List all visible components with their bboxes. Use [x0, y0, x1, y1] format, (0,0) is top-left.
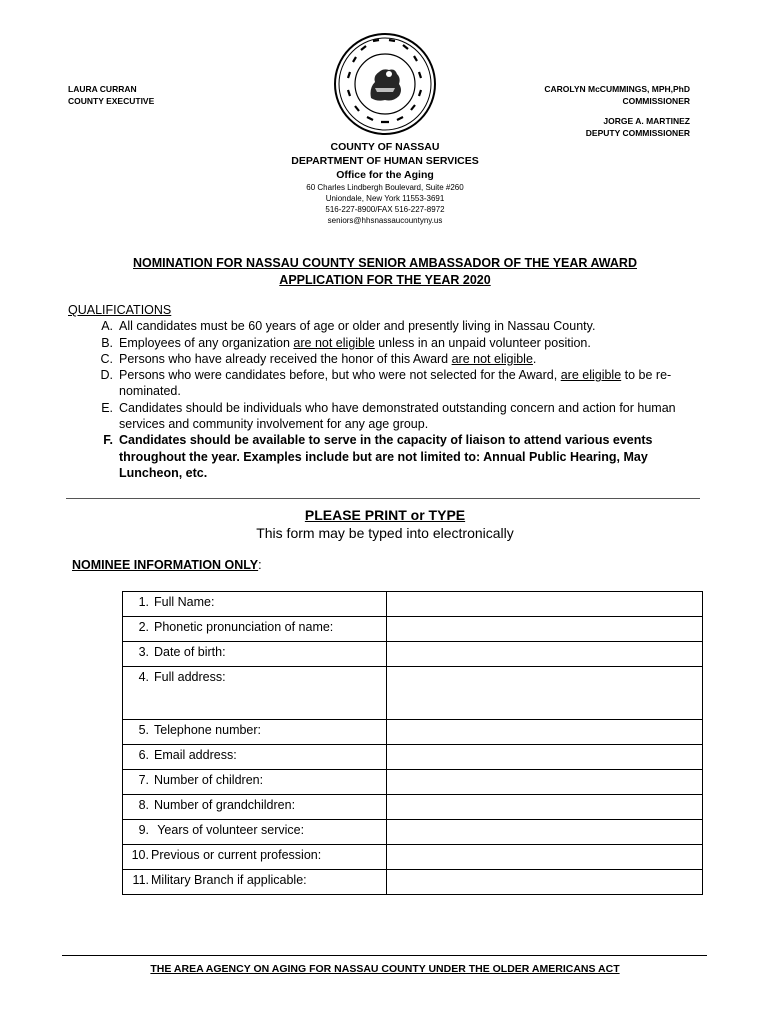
field-label: 1. Full Name:: [123, 592, 387, 617]
qualification-letter: D.: [100, 368, 113, 383]
field-label: 10. Previous or current profession:: [123, 845, 387, 870]
qualification-text: Candidates should be available to serve in the capacity of liaison to attend various events throughout the year. Examples include but are not limited to: Annual Public Hearing, May Luncheon, etc.: [119, 433, 653, 480]
office-address-block: [0, 140, 770, 226]
field-label: 9. Years of volunteer service:: [123, 820, 387, 845]
print-subtitle: This form may be typed into electronically: [256, 525, 514, 541]
deputy-commissioner-title: DEPUTY COMMISSIONER: [585, 127, 690, 138]
county-executive-block: [68, 84, 154, 107]
county-executive-title: COUNTY EXECUTIVE: [68, 95, 155, 106]
nominee-heading: NOMINEE INFORMATION ONLY:: [72, 558, 262, 572]
qualification-text: Persons who were candidates before, but who were not selected for the Award, are eligible to be re-nominated.: [119, 368, 672, 399]
table-row: [123, 770, 703, 795]
address-line-1: 60 Charles Lindbergh Boulevard, Suite #260: [306, 183, 464, 192]
qualifications-heading: QUALIFICATIONS: [68, 303, 172, 317]
field-label: 5. Telephone number:: [123, 720, 387, 745]
email-field[interactable]: [387, 745, 703, 770]
table-row: [123, 720, 703, 745]
nominee-form-table: [122, 591, 703, 895]
qualification-item: [68, 432, 693, 481]
county-executive-name: LAURA CURRAN: [68, 84, 137, 94]
qualification-text: Employees of any organization are not eligible unless in an unpaid volunteer position.: [119, 335, 591, 350]
qualification-text: All candidates must be 60 years of age or older and presently living in Nassau County.: [119, 319, 596, 334]
separator-line: [66, 498, 700, 499]
field-label: 2. Phonetic pronunciation of name:: [123, 617, 387, 642]
footer: [0, 963, 770, 975]
qualification-letter: F.: [103, 433, 113, 448]
children-count-field[interactable]: [387, 770, 703, 795]
title-line-2: APPLICATION FOR THE YEAR 2020: [279, 272, 491, 287]
full-name-field[interactable]: [387, 592, 703, 617]
table-row: [123, 745, 703, 770]
table-row: [123, 592, 703, 617]
field-label: 6. Email address:: [123, 745, 387, 770]
full-address-field[interactable]: [387, 667, 703, 720]
table-row: [123, 642, 703, 667]
office-name: Office for the Aging: [336, 169, 434, 181]
county-seal-icon: [333, 32, 437, 136]
phonetic-name-field[interactable]: [387, 617, 703, 642]
commissioner-name: CAROLYN McCUMMINGS, MPH,PhD: [544, 84, 690, 94]
grandchildren-count-field[interactable]: [387, 795, 703, 820]
table-row: [123, 820, 703, 845]
field-label: 11. Military Branch if applicable:: [123, 870, 387, 895]
title-line-1: NOMINATION FOR NASSAU COUNTY SENIOR AMBASSADOR OF THE YEAR AWARD: [133, 256, 637, 270]
qualification-item: [68, 335, 693, 351]
commissioner-block: [544, 84, 690, 139]
table-row: [123, 617, 703, 642]
table-row: [123, 795, 703, 820]
qualification-item: [68, 367, 693, 400]
phone-fax: 516-227-8900/FAX 516-227-8972: [325, 205, 445, 214]
qualification-letter: B.: [101, 335, 113, 350]
county-name: COUNTY OF NASSAU: [330, 141, 440, 153]
qualifications-section: [68, 302, 693, 481]
qualification-text: Persons who have already received the honor of this Award are not eligible.: [119, 351, 537, 366]
footer-text: THE AREA AGENCY ON AGING FOR NASSAU COUNTY UNDER THE OLDER AMERICANS ACT: [150, 963, 620, 975]
field-label: 3. Date of birth:: [123, 642, 387, 667]
field-label: 4. Full address:: [123, 667, 387, 720]
table-row: [123, 667, 703, 720]
qualification-item: [68, 351, 693, 367]
print-instructions: [0, 506, 770, 543]
office-email: seniors@hhsnassaucountyny.us: [327, 216, 443, 225]
table-row: [123, 845, 703, 870]
department-name: DEPARTMENT OF HUMAN SERVICES: [291, 155, 479, 167]
document-title: [0, 255, 770, 288]
nominee-heading-text: NOMINEE INFORMATION ONLY: [72, 558, 259, 572]
volunteer-years-field[interactable]: [387, 820, 703, 845]
military-branch-field[interactable]: [387, 870, 703, 895]
qualification-item: [68, 318, 693, 334]
field-label: 8. Number of grandchildren:: [123, 795, 387, 820]
commissioner-title: COMMISSIONER: [622, 95, 690, 106]
qualification-letter: C.: [100, 351, 113, 366]
address-line-2: Uniondale, New York 11553-3691: [325, 194, 445, 203]
date-of-birth-field[interactable]: [387, 642, 703, 667]
qualification-letter: E.: [101, 400, 113, 415]
telephone-field[interactable]: [387, 720, 703, 745]
table-row: [123, 870, 703, 895]
profession-field[interactable]: [387, 845, 703, 870]
print-title: PLEASE PRINT or TYPE: [304, 507, 466, 523]
qualification-text: Candidates should be individuals who have demonstrated outstanding concern and action for human services and community involvement for any age group.: [119, 400, 676, 432]
deputy-commissioner-name: JORGE A. MARTINEZ: [603, 116, 690, 126]
footer-rule: [62, 955, 707, 956]
field-label: 7. Number of children:: [123, 770, 387, 795]
qualification-letter: A.: [101, 319, 113, 334]
qualification-item: [68, 400, 693, 433]
